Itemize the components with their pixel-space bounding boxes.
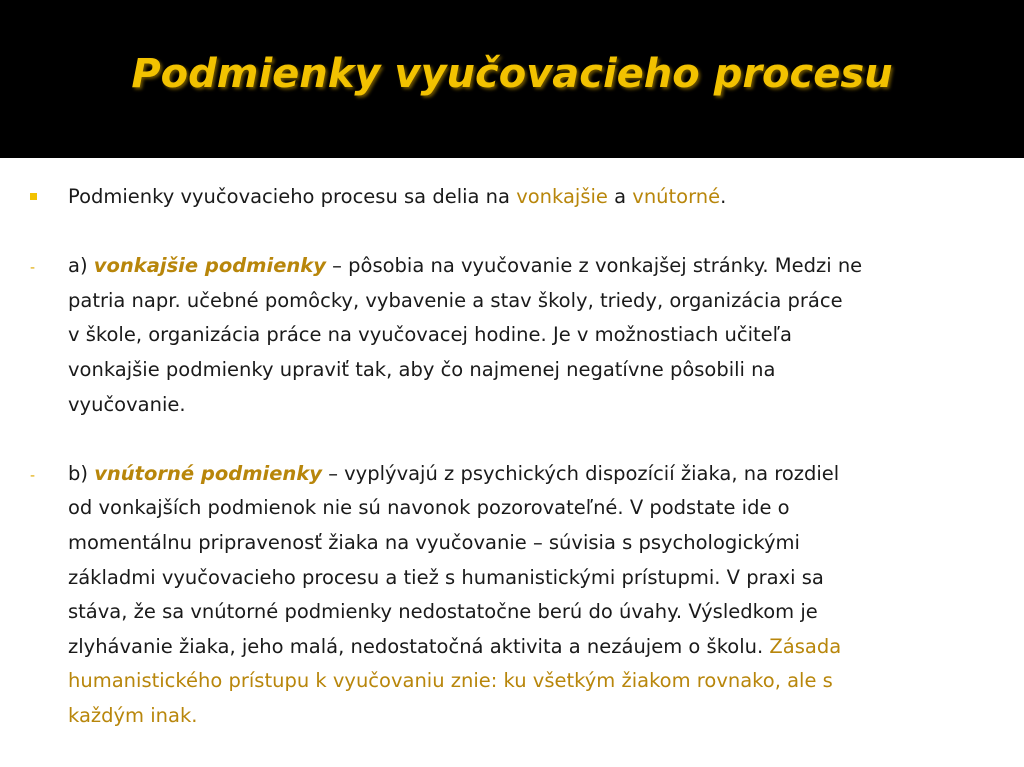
item-b-line-4: základmi vyučovacieho procesu a tiež s humanistickými prístupmi. V praxi sa [68, 565, 824, 589]
item-b-line-2: od vonkajších podmienok nie sú navonok pozorovateľné. V podstate ide o [68, 496, 790, 520]
item-a-line-2: patria napr. učebné pomôcky, vybavenie a stav školy, triedy, organizácia práce [68, 288, 843, 312]
item-b-line-5: stáva, že sa vnútorné podmienky nedostatočne berú do úvahy. Výsledkom je [68, 600, 818, 624]
item-a-prefix: a) [68, 254, 94, 278]
item-b-line-6 [68, 630, 984, 665]
title-band [0, 0, 1024, 158]
item-b-line-1 [68, 457, 984, 492]
item-a-line-1 [68, 249, 984, 284]
intro-mid: a [607, 185, 633, 208]
intro-before: Podmienky vyučovacieho procesu sa delia na [68, 185, 517, 208]
item-a-text-1: – pôsobia na vyučovanie z vonkajšej stránky. Medzi ne [325, 254, 863, 278]
dash-bullet-icon: - [30, 260, 36, 277]
item-b-text-1: – vyplývajú z psychických dispozícií žiaka, na rozdiel [322, 461, 840, 485]
intro-after: . [720, 185, 727, 208]
intro-paragraph [0, 180, 1024, 215]
item-a-line-5: vyučovanie. [68, 392, 186, 416]
item-b-line-3: momentálnu pripravenosť žiaka na vyučovanie – súvisia s psychologickými [68, 530, 800, 554]
principle-line-2: humanistického prístupu k vyučovaniu znie: ku všetkým žiakom rovnako, ale s [68, 669, 833, 693]
item-b-prefix: b) [68, 461, 95, 485]
intro-term-external: vonkajšie [516, 185, 608, 208]
item-a-term: vonkajšie podmienky [93, 254, 326, 278]
spacer [0, 215, 1024, 250]
slide-body [0, 180, 1024, 734]
spacer [0, 422, 1024, 457]
item-b-text-6: zlyhávanie žiaka, jeho malá, nedostatočná aktivita a nezáujem o školu. [68, 634, 770, 658]
item-b-paragraph [0, 457, 1024, 734]
dash-bullet-icon: - [30, 467, 36, 484]
principle-line-3: každým inak. [68, 703, 198, 727]
intro-term-internal: vnútorné [632, 185, 721, 208]
item-a-paragraph [0, 249, 1024, 422]
principle-start: Zásada [769, 634, 842, 658]
slide-title: Podmienky vyučovacieho procesu [131, 51, 893, 97]
item-a-line-4: vonkajšie podmienky upraviť tak, aby čo najmenej negatívne pôsobili na [68, 357, 776, 381]
intro-line [68, 180, 984, 215]
item-a-line-3: v škole, organizácia práce na vyučovacej hodine. Je v možnostiach učiteľa [68, 323, 792, 347]
item-b-term: vnútorné podmienky [94, 461, 322, 485]
